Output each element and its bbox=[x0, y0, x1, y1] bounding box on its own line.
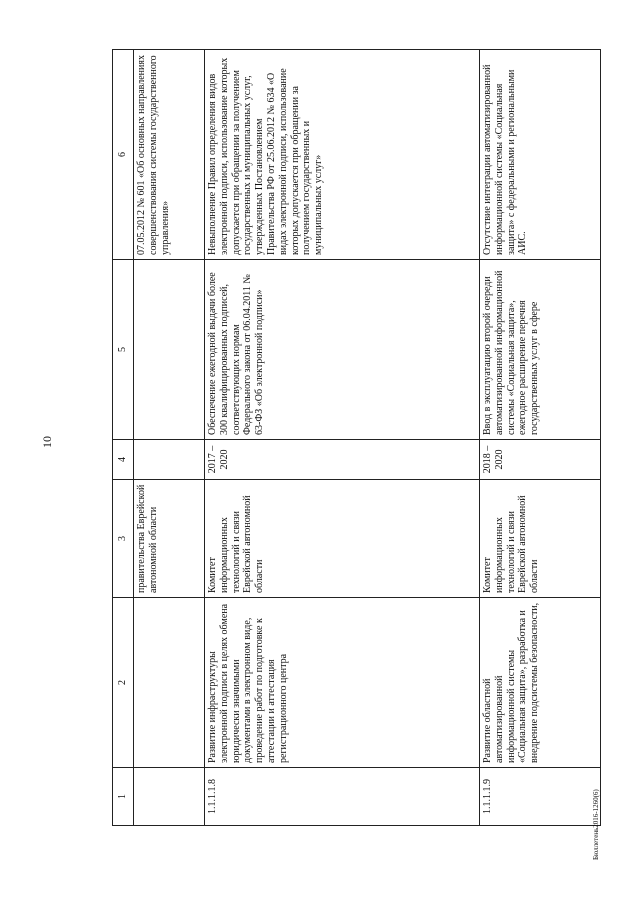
cell-risk: Невыполнение Правил определения видов электронной подписи, использование которых допускается при обращении за получением государственных и муниципальных услуг, утвержденных Постановлением Правительства РФ от 25.06.2012 № 634 «О видах электронной подписи, использование которых допускается при обращении за получением государственных и муниципальных услуг» bbox=[205, 50, 480, 260]
footer-code: Бюллетень2016-1260(6) bbox=[592, 789, 600, 860]
page-number: 10 bbox=[40, 436, 54, 448]
cell-executor: правительства Еврейской автономной области bbox=[134, 480, 205, 598]
header-col-1: 1 bbox=[113, 768, 134, 826]
cell-num bbox=[134, 768, 205, 826]
cell-period: 2018 – 2020 bbox=[480, 440, 601, 480]
cell-result: Ввод в эксплуатацию второй очереди автоматизированной информационной системы «Социальная защита», ежегодное расширение перечня государственных услуг в сфере bbox=[480, 260, 601, 440]
header-col-2: 2 bbox=[113, 598, 134, 768]
header-col-4: 4 bbox=[113, 440, 134, 480]
rotated-sheet bbox=[112, 50, 612, 826]
cell-executor: Комитет информационных технологий и связи Еврейской автономной области bbox=[205, 480, 480, 598]
cell-period bbox=[134, 440, 205, 480]
program-table bbox=[112, 49, 601, 826]
header-col-6: 6 bbox=[113, 50, 134, 260]
table-row bbox=[480, 50, 601, 826]
cell-result: Обеспечение ежегодной выдачи более 300 квалифицированных подписей, соответствующих нормам Федерального закона от 06.04.2011 № 63-ФЗ «Об электронной подписи» bbox=[205, 260, 480, 440]
header-col-5: 5 bbox=[113, 260, 134, 440]
cell-result bbox=[134, 260, 205, 440]
table-row bbox=[205, 50, 480, 826]
cell-name bbox=[134, 598, 205, 768]
cell-risk: Отсутствие интеграции автоматизированной информационной системы «Социальная защита» с федеральными и региональными АИС. bbox=[480, 50, 601, 260]
table-row bbox=[134, 50, 205, 826]
cell-name: Развитие инфраструктуры электронной подписи в целях обмена юридически значимыми документами в электронном виде, проведение работ по подготовке к аттестации и аттестация регистрационного центра bbox=[205, 598, 480, 768]
header-col-3: 3 bbox=[113, 480, 134, 598]
cell-num: 1.1.1.1.8 bbox=[205, 768, 480, 826]
cell-name: Развитие областной автоматизированной информационной системы «Социальная защита», разработка и внедрение подсистемы безопасности, bbox=[480, 598, 601, 768]
cell-num: 1.1.1.1.9 bbox=[480, 768, 601, 826]
table-header-row bbox=[113, 50, 134, 826]
cell-risk: 07.05.2012 № 601 «Об основных направлениях совершенствования системы государственного управления» bbox=[134, 50, 205, 260]
cell-executor: Комитет информационных технологий и связи Еврейской автономной области bbox=[480, 480, 601, 598]
cell-period: 2017 – 2020 bbox=[205, 440, 480, 480]
